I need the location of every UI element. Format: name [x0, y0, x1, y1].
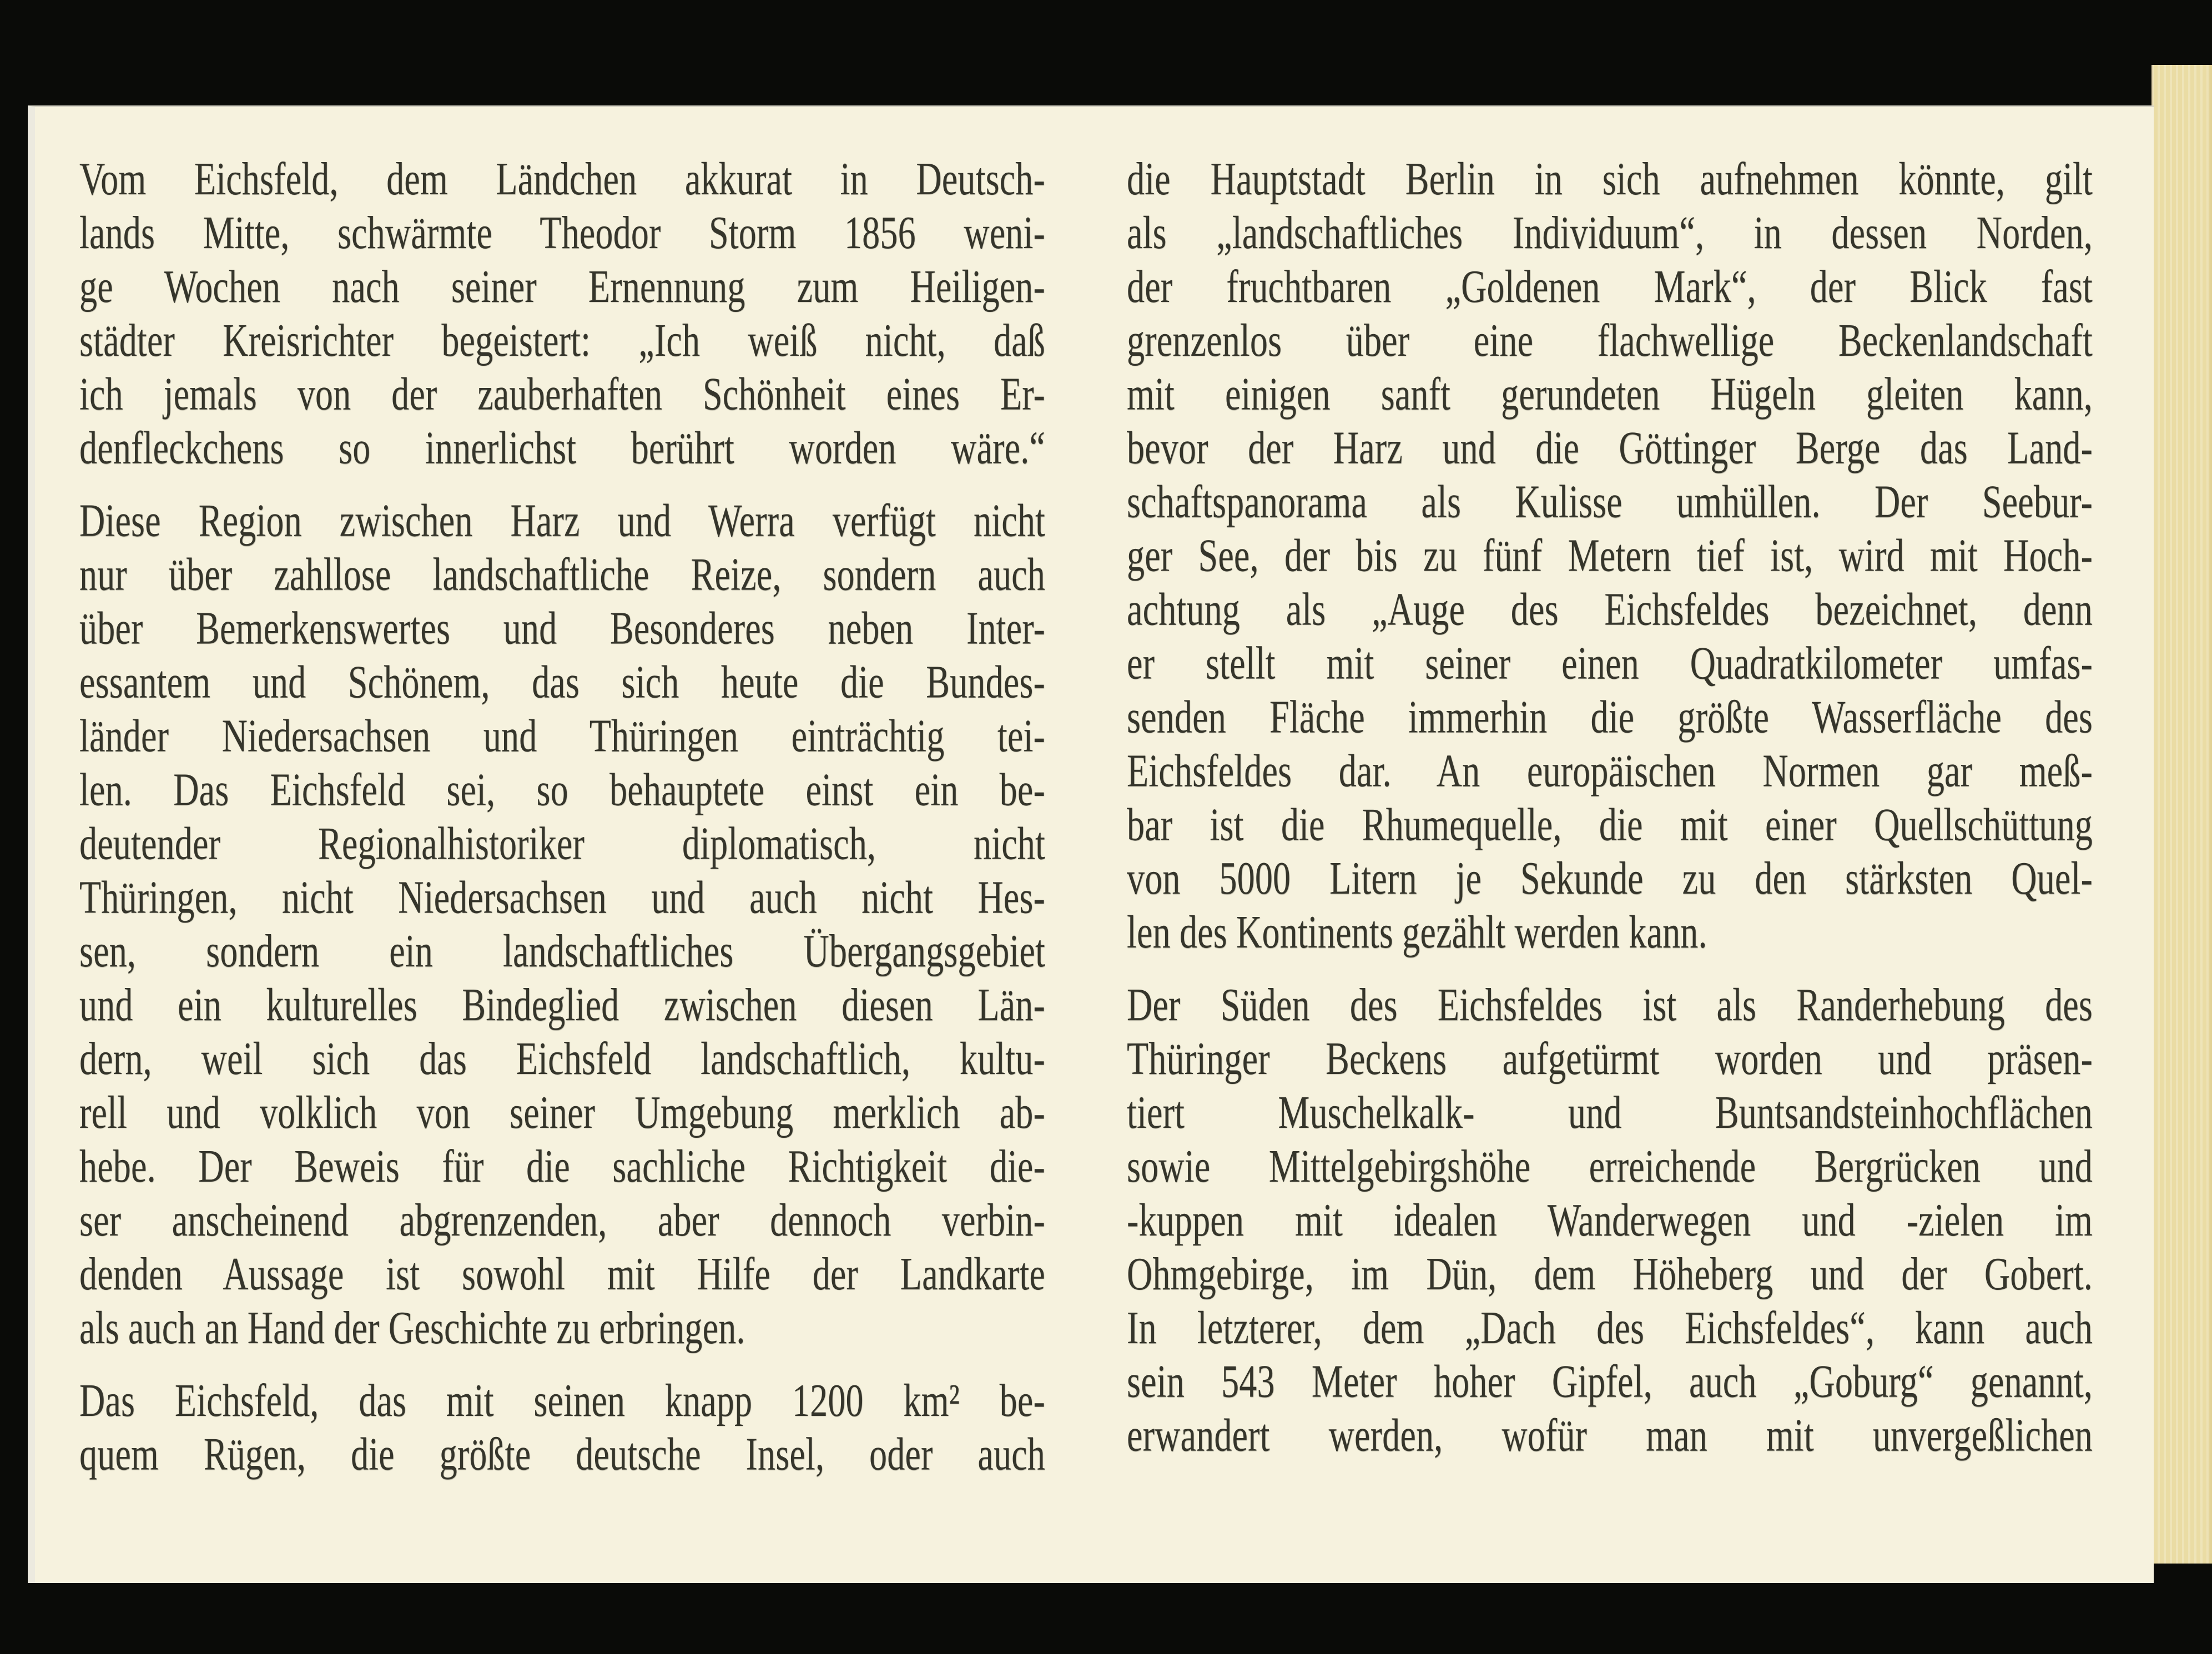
page-deckle-edge: [2151, 65, 2212, 1564]
text-line: über Bemerkenswertes und Besonderes neben Inter-: [79, 602, 1045, 654]
text-line: essantem und Schönem, das sich heute die Bundes-: [79, 655, 1045, 708]
text-line: len. Das Eichsfeld sei, so behauptete einst ein be-: [79, 763, 1045, 815]
text-line: -kuppen mit idealen Wanderwegen und -zielen im: [1127, 1194, 2093, 1246]
paragraph: [79, 494, 1045, 1355]
text-line: Thüringen, nicht Niedersachsen und auch nicht Hes-: [79, 871, 1045, 923]
text-line: In letzterer, dem „Dach des Eichsfeldes“, kann auch: [1127, 1302, 2093, 1354]
text-line: er stellt mit seiner einen Quadratkilometer umfas-: [1127, 637, 2093, 689]
text-line: erwandert werden, wofür man mit unvergeßlichen: [1127, 1409, 2093, 1461]
text-line: senden Fläche immerhin die größte Wasserfläche des: [1127, 690, 2093, 743]
text-line: ger See, der bis zu fünf Metern tief ist, wird mit Hoch-: [1127, 529, 2093, 581]
text-line: lands Mitte, schwärmte Theodor Storm 1856 weni-: [79, 206, 1045, 259]
text-line: deutender Regionalhistoriker diplomatisch, nicht: [79, 817, 1045, 869]
text-line: und ein kulturelles Bindeglied zwischen diesen Län-: [79, 979, 1045, 1031]
text-line: sein 543 Meter hoher Gipfel, auch „Goburg“ genannt,: [1127, 1355, 2093, 1408]
text-line: als „landschaftliches Individuum“, in dessen Norden,: [1127, 206, 2093, 259]
paragraph: [79, 152, 1045, 475]
text-line: schaftspanorama als Kulisse umhüllen. Der Seebur-: [1127, 475, 2093, 527]
text-line: rell und volklich von seiner Umgebung merklich ab-: [79, 1086, 1045, 1138]
text-line: Ohmgebirge, im Dün, dem Höheberg und der Gobert.: [1127, 1248, 2093, 1300]
text-line: mit einigen sanft gerundeten Hügeln gleiten kann,: [1127, 368, 2093, 420]
text-line: sowie Mittelgebirgshöhe erreichende Bergrücken und: [1127, 1140, 2093, 1192]
text-line: von 5000 Litern je Sekunde zu den stärksten Quel-: [1127, 852, 2093, 904]
paragraph: [1127, 152, 2093, 959]
text-line: die Hauptstadt Berlin in sich aufnehmen könnte, gilt: [1127, 153, 2093, 205]
text-line: tiert Muschelkalk- und Buntsandsteinhochflächen: [1127, 1086, 2093, 1138]
text-line: hebe. Der Beweis für die sachliche Richtigkeit die-: [79, 1140, 1045, 1192]
text-column-left: [79, 152, 1045, 1481]
text-line: len des Kontinents gezählt werden kann.: [1127, 906, 1707, 958]
text-line: als auch an Hand der Geschichte zu erbringen.: [79, 1302, 745, 1354]
text-line: ser anscheinend abgrenzenden, aber dennoch verbin-: [79, 1194, 1045, 1246]
text-line: grenzenlos über eine flachwellige Beckenlandschaft: [1127, 314, 2093, 366]
text-line: sen, sondern ein landschaftliches Übergangsgebiet: [79, 925, 1045, 977]
paragraph: [79, 1374, 1045, 1481]
text-line: quem Rügen, die größte deutsche Insel, oder auch: [79, 1428, 1045, 1480]
text-line: ich jemals von der zauberhaften Schönheit eines Er-: [79, 368, 1045, 420]
text-line: länder Niedersachsen und Thüringen einträchtig tei-: [79, 709, 1045, 762]
text-line: bevor der Harz und die Göttinger Berge das Land-: [1127, 422, 2093, 474]
text-line: ge Wochen nach seiner Ernennung zum Heiligen-: [79, 260, 1045, 312]
text-line: Eichsfeldes dar. An europäischen Normen gar meß-: [1127, 744, 2093, 796]
text-line: Diese Region zwischen Harz und Werra verfügt nicht: [79, 495, 1045, 547]
text-line: städter Kreisrichter begeistert: „Ich weiß nicht, daß: [79, 314, 1045, 366]
text-line: denden Aussage ist sowohl mit Hilfe der Landkarte: [79, 1248, 1045, 1300]
text-line: achtung als „Auge des Eichsfeldes bezeichnet, denn: [1127, 583, 2093, 635]
paragraph: [1127, 978, 2093, 1462]
text-line: Der Süden des Eichsfeldes ist als Randerhebung des: [1127, 979, 2093, 1031]
text-line: der fruchtbaren „Goldenen Mark“, der Blick fast: [1127, 260, 2093, 312]
text-line: Vom Eichsfeld, dem Ländchen akkurat in Deutsch-: [79, 153, 1045, 205]
text-line: dern, weil sich das Eichsfeld landschaftlich, kultu-: [79, 1032, 1045, 1085]
book-page: [28, 105, 2154, 1583]
text-line: nur über zahllose landschaftliche Reize, sondern auch: [79, 548, 1045, 600]
text-line: bar ist die Rhumequelle, die mit einer Quellschüttung: [1127, 798, 2093, 850]
text-line: Thüringer Beckens aufgetürmt worden und präsen-: [1127, 1032, 2093, 1085]
text-line: denfleckchens so innerlichst berührt worden wäre.“: [79, 422, 1045, 474]
text-column-right: [1127, 152, 2093, 1463]
text-line: Das Eichsfeld, das mit seinen knapp 1200 km² be-: [79, 1374, 1045, 1426]
